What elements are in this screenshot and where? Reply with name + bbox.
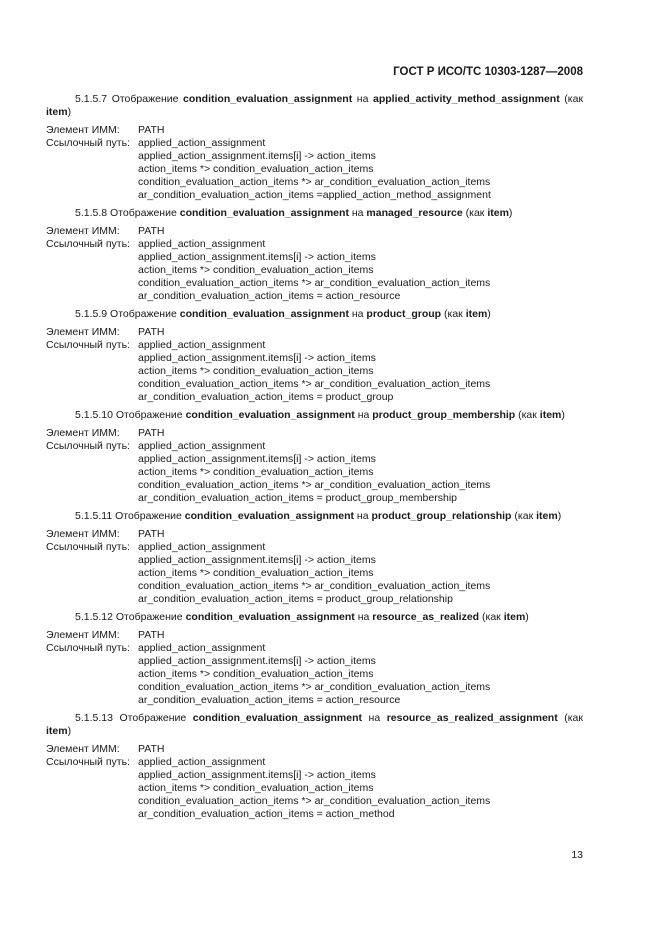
mapping-word: Отображение <box>115 611 183 623</box>
section-number: 5.1.5.10 <box>75 409 113 421</box>
section-number: 5.1.5.7 <box>75 93 108 105</box>
on-word: на <box>357 409 370 421</box>
section-heading <box>46 93 583 119</box>
ref-path-line: action_items *> condition_evaluation_action_items <box>138 567 374 579</box>
section-number: 5.1.5.8 <box>75 207 108 219</box>
element-value: PATH <box>138 743 165 755</box>
ref-path-row <box>46 440 583 453</box>
ref-path-label: Ссылочный путь: <box>46 541 130 553</box>
element-row <box>46 225 583 238</box>
ref-path-line: applied_action_assignment.items[i] -> action_items <box>138 554 376 566</box>
ref-path-row <box>46 541 583 554</box>
mapping-word: Отображение <box>110 207 177 219</box>
section-heading <box>46 611 583 624</box>
element-label: Элемент ИММ: <box>46 225 120 237</box>
ref-path-line: action_items *> condition_evaluation_action_items <box>138 264 374 276</box>
ref-path-line: action_items *> condition_evaluation_action_items <box>138 466 374 478</box>
ref-path-row <box>46 642 583 655</box>
ref-path-line: applied_action_assignment <box>138 238 266 250</box>
ref-path-row <box>46 238 583 251</box>
element-label: Элемент ИММ: <box>46 743 120 755</box>
section-number: 5.1.5.12 <box>75 611 113 623</box>
element-label: Элемент ИММ: <box>46 629 120 641</box>
element-value: PATH <box>138 225 165 237</box>
target-name: product_group <box>366 308 442 320</box>
target-name: resource_as_realized_assignment <box>386 712 558 724</box>
target-name: product_group_membership <box>372 409 516 421</box>
as-word: (как <box>482 611 501 623</box>
ref-path-line: applied_action_assignment.items[i] -> action_items <box>138 453 376 465</box>
ref-path-line: applied_action_assignment.items[i] -> action_items <box>138 655 376 667</box>
as-word: (как <box>444 308 463 320</box>
mapping-word: Отображение <box>111 93 179 105</box>
section-number: 5.1.5.13 <box>75 712 113 724</box>
item-word: item <box>46 106 68 118</box>
ref-path-line: applied_action_assignment.items[i] -> action_items <box>138 769 376 781</box>
as-word: (как <box>465 207 485 219</box>
close-paren: ) <box>67 106 72 118</box>
ref-path-label: Ссылочный путь: <box>46 756 130 768</box>
ref-path-line: condition_evaluation_action_items *> ar_condition_evaluation_action_items <box>138 479 491 491</box>
ref-path-label: Ссылочный путь: <box>46 238 130 250</box>
mapping-section <box>46 207 583 303</box>
item-word: item <box>46 725 68 737</box>
item-word: item <box>465 308 488 320</box>
page-number: 13 <box>571 849 583 861</box>
mapping-section <box>46 611 583 707</box>
ref-path-line: action_items *> condition_evaluation_action_items <box>138 782 374 794</box>
ref-path-line: ar_condition_evaluation_action_items = action_resource <box>138 694 401 706</box>
entity-name: condition_evaluation_assignment <box>185 409 355 421</box>
mapping-section <box>46 409 583 505</box>
item-word: item <box>503 611 526 623</box>
target-name: product_group_relationship <box>371 510 512 522</box>
on-word: на <box>357 611 370 623</box>
close-paren: ) <box>525 611 529 623</box>
ref-path-line: applied_action_assignment <box>138 440 266 452</box>
element-row <box>46 326 583 339</box>
element-row <box>46 528 583 541</box>
mapping-word: Отображение <box>110 308 177 320</box>
ref-path-row <box>46 339 583 352</box>
ref-path-line: action_items *> condition_evaluation_action_items <box>138 365 374 377</box>
ref-path-line: ar_condition_evaluation_action_items = action_method <box>138 808 395 820</box>
section-heading <box>46 409 583 422</box>
ref-path-line: applied_action_assignment <box>138 137 266 149</box>
ref-path-line: applied_action_assignment.items[i] -> action_items <box>138 150 376 162</box>
section-number: 5.1.5.9 <box>75 308 108 320</box>
ref-path-line: ar_condition_evaluation_action_items =applied_action_method_assignment <box>138 189 491 201</box>
element-row <box>46 629 583 642</box>
element-label: Элемент ИММ: <box>46 528 120 540</box>
ref-path-line: applied_action_assignment <box>138 756 266 768</box>
ref-path-line: ar_condition_evaluation_action_items = product_group_relationship <box>138 593 453 605</box>
ref-path-line: action_items *> condition_evaluation_action_items <box>138 668 374 680</box>
entity-name: condition_evaluation_assignment <box>179 207 349 219</box>
close-paren: ) <box>508 207 513 219</box>
ref-path-line: applied_action_assignment <box>138 541 266 553</box>
close-paren: ) <box>67 725 72 737</box>
entity-name: condition_evaluation_assignment <box>179 308 349 320</box>
section-heading <box>46 510 583 523</box>
ref-path-line: condition_evaluation_action_items *> ar_condition_evaluation_action_items <box>138 277 491 289</box>
ref-path-line: ar_condition_evaluation_action_items = action_resource <box>138 290 401 302</box>
document-body <box>46 93 583 826</box>
ref-path-row <box>46 137 583 150</box>
ref-path-line: applied_action_assignment.items[i] -> action_items <box>138 251 376 263</box>
mapping-word: Отображение <box>115 409 183 421</box>
element-value: PATH <box>138 528 165 540</box>
ref-path-label: Ссылочный путь: <box>46 339 130 351</box>
mapping-section <box>46 308 583 404</box>
ref-path-line: condition_evaluation_action_items *> ar_condition_evaluation_action_items <box>138 795 491 807</box>
ref-path-label: Ссылочный путь: <box>46 137 130 149</box>
element-value: PATH <box>138 629 165 641</box>
ref-path-line: ar_condition_evaluation_action_items = product_group_membership <box>138 492 457 504</box>
ref-path-line: applied_action_assignment.items[i] -> action_items <box>138 352 376 364</box>
mapping-word: Отображение <box>119 712 187 724</box>
close-paren: ) <box>561 409 565 421</box>
element-row <box>46 124 583 137</box>
section-heading <box>46 308 583 321</box>
element-row <box>46 743 583 756</box>
target-name: applied_activity_method_assignment <box>372 93 560 105</box>
entity-name: condition_evaluation_assignment <box>183 93 353 105</box>
mapping-section <box>46 93 583 202</box>
entity-name: condition_evaluation_assignment <box>185 611 355 623</box>
on-word: на <box>351 207 364 219</box>
element-value: PATH <box>138 427 165 439</box>
mapping-section <box>46 510 583 606</box>
item-word: item <box>536 510 558 522</box>
ref-path-line: applied_action_assignment <box>138 339 266 351</box>
element-value: PATH <box>138 326 165 338</box>
as-word: (как <box>564 93 584 105</box>
ref-path-row <box>46 756 583 769</box>
ref-path-line: ar_condition_evaluation_action_items = product_group <box>138 391 394 403</box>
ref-path-line: condition_evaluation_action_items *> ar_condition_evaluation_action_items <box>138 681 491 693</box>
element-value: PATH <box>138 124 165 136</box>
on-word: на <box>351 308 364 320</box>
ref-path-label: Ссылочный путь: <box>46 642 130 654</box>
ref-path-line: applied_action_assignment <box>138 642 266 654</box>
as-word: (как <box>564 712 583 724</box>
document-header: ГОСТ Р ИСО/ТС 10303-1287—2008 <box>393 66 583 78</box>
entity-name: condition_evaluation_assignment <box>192 712 362 724</box>
ref-path-line: condition_evaluation_action_items *> ar_condition_evaluation_action_items <box>138 378 491 390</box>
as-word: (как <box>514 510 534 522</box>
ref-path-line: action_items *> condition_evaluation_action_items <box>138 163 374 175</box>
item-word: item <box>539 409 562 421</box>
ref-path-line: condition_evaluation_action_items *> ar_condition_evaluation_action_items <box>138 580 491 592</box>
element-label: Элемент ИММ: <box>46 124 120 136</box>
close-paren: ) <box>557 510 562 522</box>
item-word: item <box>487 207 509 219</box>
section-number: 5.1.5.11 <box>75 510 113 522</box>
mapping-word: Отображение <box>115 510 182 522</box>
mapping-section <box>46 712 583 821</box>
target-name: resource_as_realized <box>372 611 480 623</box>
target-name: managed_resource <box>366 207 463 219</box>
ref-path-line: condition_evaluation_action_items *> ar_condition_evaluation_action_items <box>138 176 491 188</box>
section-heading <box>46 207 583 220</box>
ref-path-label: Ссылочный путь: <box>46 440 130 452</box>
entity-name: condition_evaluation_assignment <box>184 510 354 522</box>
on-word: на <box>356 93 369 105</box>
close-paren: ) <box>487 308 491 320</box>
on-word: на <box>356 510 369 522</box>
element-label: Элемент ИММ: <box>46 427 120 439</box>
section-heading <box>46 712 583 738</box>
on-word: на <box>368 712 381 724</box>
element-row <box>46 427 583 440</box>
as-word: (как <box>518 409 537 421</box>
element-label: Элемент ИММ: <box>46 326 120 338</box>
